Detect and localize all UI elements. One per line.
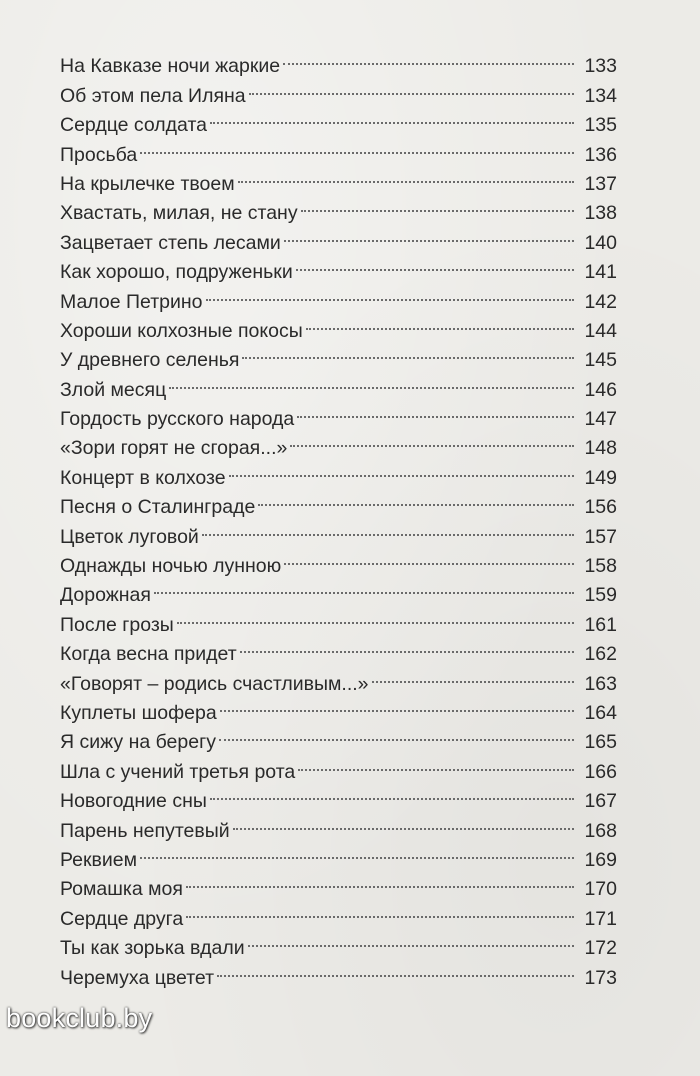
dot-leader <box>306 308 574 337</box>
dot-leader <box>154 572 574 601</box>
dot-leader <box>202 513 574 542</box>
dot-leader <box>220 690 574 719</box>
dot-leader <box>240 631 574 660</box>
dot-leader <box>233 807 574 836</box>
toc-entry-page-number: 161 <box>584 613 617 636</box>
toc-entry-page-number: 137 <box>584 172 617 195</box>
toc-entry-page-number: 146 <box>584 378 617 401</box>
toc-entry-title: Сердце друга <box>60 907 184 930</box>
toc-entry-title: Черемуха цветет <box>60 966 215 989</box>
toc-entry-title: Дорожная <box>60 584 151 607</box>
toc-entry-title: Реквием <box>60 848 138 871</box>
dot-leader <box>217 954 574 983</box>
dot-leader <box>290 425 574 454</box>
dot-leader <box>248 925 574 954</box>
toc-entry <box>60 131 617 166</box>
toc-entry-title: Зацветает степь лесами <box>60 231 281 254</box>
toc-entry-page-number: 133 <box>584 55 617 78</box>
dot-leader <box>298 748 574 777</box>
toc-entry <box>60 837 617 871</box>
toc-entry-page-number: 159 <box>584 584 617 607</box>
toc-entry-page-number: 165 <box>584 731 617 754</box>
toc-entry-title: Цветок луговой <box>60 525 199 548</box>
table-of-contents <box>60 43 617 989</box>
toc-entry-page-number: 168 <box>584 819 617 842</box>
toc-entry-title: Когда весна придет <box>60 643 237 666</box>
toc-entry-title: «Зори горят не сгорая...» <box>60 437 288 460</box>
toc-entry-title: Об этом пела Иляна <box>60 84 246 107</box>
toc-entry <box>60 161 617 195</box>
dot-leader <box>206 278 574 307</box>
dot-leader <box>186 866 574 895</box>
toc-entry-page-number: 157 <box>584 525 617 548</box>
dot-leader <box>210 102 574 131</box>
dot-leader <box>372 660 574 689</box>
dot-leader <box>210 778 574 807</box>
dot-leader <box>169 366 574 395</box>
toc-entry <box>60 43 617 78</box>
dot-leader <box>258 484 574 513</box>
dot-leader <box>140 837 574 866</box>
toc-entry-title: Однажды ночью лунною <box>60 555 282 578</box>
toc-entry-page-number: 145 <box>584 349 617 372</box>
toc-entry-page-number: 144 <box>584 319 617 342</box>
toc-entry-title: Ты как зорька вдали <box>60 937 245 960</box>
toc-entry-title: После грозы <box>60 613 174 636</box>
toc-entry-page-number: 169 <box>584 848 617 871</box>
dot-leader <box>242 337 574 366</box>
toc-entry-title: Концерт в колхозе <box>60 466 226 489</box>
toc-entry-page-number: 138 <box>584 202 617 225</box>
toc-entry-title: Шла с учений третья рота <box>60 760 296 783</box>
dot-leader <box>283 43 574 72</box>
toc-entry-title: Хороши колхозные покосы <box>60 319 303 342</box>
toc-entry-page-number: 166 <box>584 760 617 783</box>
toc-entry-page-number: 170 <box>584 878 617 901</box>
toc-entry-page-number: 136 <box>584 143 617 166</box>
dot-leader <box>186 895 574 924</box>
dot-leader <box>296 249 574 278</box>
dot-leader <box>219 719 574 748</box>
dot-leader <box>297 396 574 425</box>
watermark-text: bookclub.by <box>6 1003 153 1033</box>
toc-entry-page-number: 171 <box>584 907 617 930</box>
toc-entry-page-number: 142 <box>584 290 617 313</box>
toc-entry-title: Просьба <box>60 143 138 166</box>
dot-leader <box>284 219 574 248</box>
dot-leader <box>177 601 574 630</box>
toc-entry-title: Гордость русского народа <box>60 408 295 431</box>
toc-entry-title: Ромашка моя <box>60 878 183 901</box>
toc-entry-page-number: 163 <box>584 672 617 695</box>
toc-entry-page-number: 134 <box>584 84 617 107</box>
toc-entry-page-number: 149 <box>584 466 617 489</box>
toc-entry-title: Песня о Сталинграде <box>60 496 256 519</box>
toc-entry-page-number: 172 <box>584 937 617 960</box>
dot-leader <box>249 72 574 101</box>
dot-leader <box>229 454 574 483</box>
toc-entry-page-number: 140 <box>584 231 617 254</box>
toc-entry-title: У древнего селенья <box>60 349 240 372</box>
toc-entry-page-number: 135 <box>584 114 617 137</box>
toc-entry-title: На крылечке твоем <box>60 172 235 195</box>
toc-entry-page-number: 156 <box>584 496 617 519</box>
toc-entry-title: Сердце солдата <box>60 114 208 137</box>
toc-entry-title: «Говорят – родись счастливым...» <box>60 672 369 695</box>
dot-leader <box>301 190 574 219</box>
toc-entry-page-number: 164 <box>584 701 617 724</box>
toc-entry-title: Хвастать, милая, не стану <box>60 202 298 225</box>
toc-entry-title: Как хорошо, подруженьки <box>60 261 293 284</box>
toc-entry-page-number: 162 <box>584 643 617 666</box>
toc-entry-page-number: 158 <box>584 555 617 578</box>
toc-entry-title: На Кавказе ночи жаркие <box>60 55 281 78</box>
toc-entry-page-number: 148 <box>584 437 617 460</box>
dot-leader <box>238 161 574 190</box>
toc-entry <box>60 866 617 901</box>
toc-entry-page-number: 167 <box>584 790 617 813</box>
toc-entry-title: Малое Петрино <box>60 290 203 313</box>
toc-entry-title: Новогодние сны <box>60 790 207 813</box>
toc-entry-title: Куплеты шофера <box>60 701 217 724</box>
dot-leader <box>140 131 574 160</box>
toc-entry-title: Злой месяц <box>60 378 167 401</box>
dot-leader <box>284 543 574 572</box>
toc-entry-title: Парень непутевый <box>60 819 230 842</box>
toc-entry-title: Я сижу на берегу <box>60 731 216 754</box>
toc-entry-page-number: 147 <box>584 408 617 431</box>
toc-entry-page-number: 141 <box>584 261 617 284</box>
toc-entry-page-number: 173 <box>584 966 617 989</box>
